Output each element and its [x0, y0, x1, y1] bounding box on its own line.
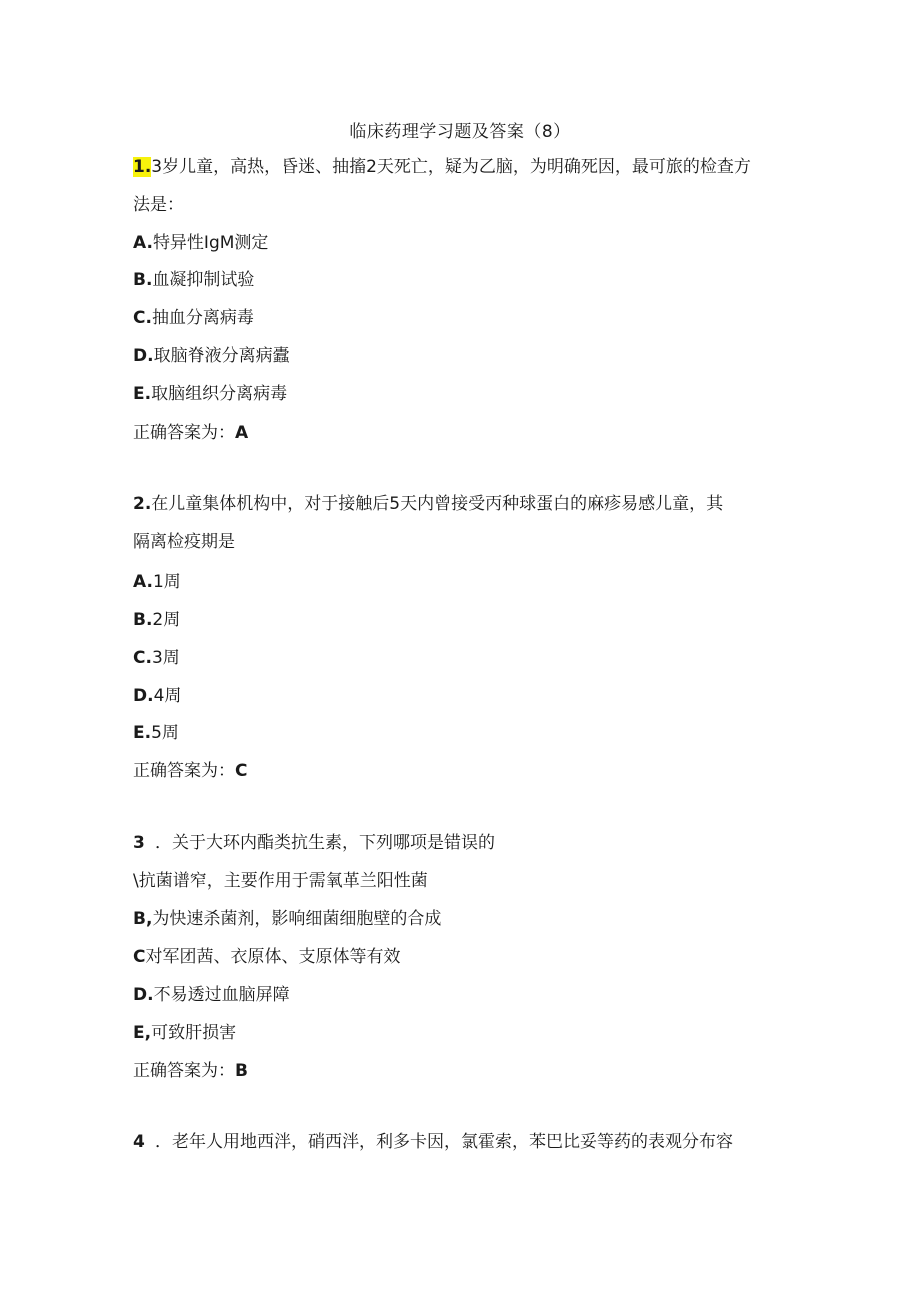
option-text: 抽血分离病毒	[151, 308, 254, 328]
question-3-stem-text: ．关于大环内酯类抗生素，下列哪项是错误的	[155, 833, 495, 853]
question-4-number: 4	[133, 1132, 145, 1152]
option-label: C.	[133, 308, 152, 328]
question-1-option-c	[133, 306, 254, 330]
question-3-option-c	[133, 945, 400, 969]
option-text: 血凝抑制试验	[152, 270, 255, 290]
question-4-stem-text: ．老年人用地西泮，硝西泮，利多卡因，氯霍索，苯巴比妥等药的表观分布容	[155, 1132, 733, 1152]
option-text: 可致肝损害	[151, 1023, 237, 1043]
option-label: B.	[133, 270, 153, 290]
question-1-number: 1.	[133, 157, 152, 177]
option-text: 1周	[152, 572, 181, 592]
question-1-stem-line-1	[133, 155, 751, 179]
question-3-answer	[133, 1059, 248, 1083]
answer-value: A	[235, 423, 249, 443]
option-text: 不易透过血脑屏障	[153, 985, 290, 1005]
option-label: B,	[133, 909, 153, 929]
question-3-option-a	[133, 869, 428, 893]
option-label: B.	[133, 610, 153, 630]
answer-label: 正确答案为：	[133, 1061, 235, 1081]
option-text: 4周	[153, 686, 182, 706]
question-2-option-c	[133, 646, 180, 670]
question-3-option-e	[133, 1021, 236, 1045]
question-1-option-d	[133, 344, 290, 368]
question-4-stem-line-1	[133, 1130, 733, 1154]
option-label: D.	[133, 686, 154, 706]
answer-value: C	[235, 761, 248, 781]
question-1-stem-text: 3岁儿童，高热，昏迷、抽搐2天死亡，疑为乙脑，为明确死因，最可旅的检查方	[151, 157, 751, 177]
question-1-stem-line-2: 法是：	[133, 195, 184, 215]
option-label: D.	[133, 985, 154, 1005]
answer-label: 正确答案为：	[133, 761, 235, 781]
question-2-answer	[133, 759, 247, 783]
question-2-stem-line-1	[133, 492, 723, 516]
question-3-number: 3	[133, 833, 145, 853]
question-3-option-b	[133, 907, 441, 931]
question-2-stem-text: 在儿童集体机构中，对于接触后5天内曾接受丙种球蛋白的麻疹易感儿童，其	[151, 494, 724, 514]
option-text: 5周	[151, 723, 179, 743]
option-text: 2周	[152, 610, 181, 630]
question-1-option-a	[133, 231, 268, 255]
document-title: 临床药理学习题及答案（8）	[349, 122, 571, 142]
question-1-answer	[133, 421, 248, 445]
question-2-option-e	[133, 721, 179, 745]
option-label: A.	[133, 572, 153, 592]
option-label: C.	[133, 648, 152, 668]
question-3-option-d	[133, 983, 290, 1007]
option-label: E.	[133, 723, 152, 743]
question-2-stem-line-2: 隔离检疫期是	[133, 532, 235, 552]
option-text: 取脑组织分离病毒	[151, 384, 288, 404]
option-label: E,	[133, 1023, 152, 1043]
question-3-stem-line-1	[133, 831, 495, 855]
question-1-option-b	[133, 268, 254, 292]
option-label: C	[133, 947, 146, 967]
answer-label: 正确答案为：	[133, 423, 235, 443]
question-2-number: 2.	[133, 494, 152, 514]
option-text: 特异性IgM测定	[152, 233, 269, 253]
question-2-option-a	[133, 570, 181, 594]
answer-value: B	[235, 1061, 248, 1081]
question-2-option-b	[133, 608, 180, 632]
option-text: 为快速杀菌剂，影响细菌细胞壁的合成	[152, 909, 442, 929]
option-text: 抗菌谱窄，主要作用于需氧革兰阳性菌	[138, 871, 428, 891]
question-1-option-e	[133, 382, 287, 406]
option-text: 取脑脊液分离病蠹	[153, 346, 290, 366]
option-text: 3周	[151, 648, 180, 668]
option-label: E.	[133, 384, 152, 404]
option-label: A.	[133, 233, 153, 253]
option-label: D.	[133, 346, 154, 366]
option-label: \	[133, 871, 139, 891]
option-text: 对军团茜、衣原体、支原体等有效	[145, 947, 401, 967]
question-2-option-d	[133, 684, 181, 708]
